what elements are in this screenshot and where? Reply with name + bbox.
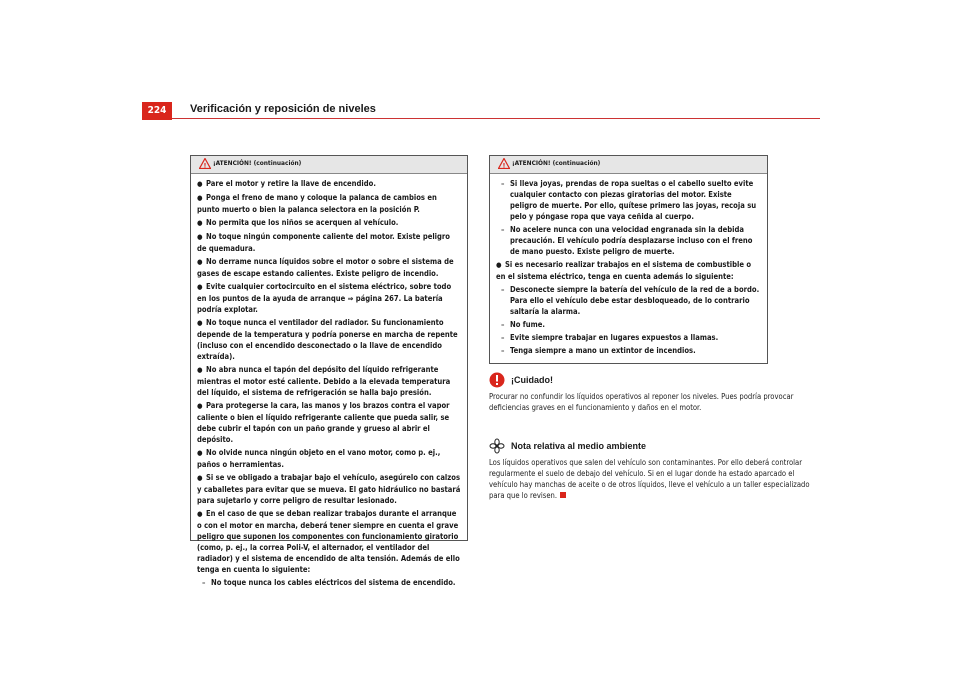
bullet-icon: ● xyxy=(197,449,203,457)
warning-box-right xyxy=(489,155,768,364)
list-item-text: No derrame nunca líquidos sobre el motor o sobre el sistema de gases de escape estando calientes. Existe peligro de incendio. xyxy=(197,257,454,278)
bullet-icon: ● xyxy=(197,219,203,227)
environment-section xyxy=(489,438,819,501)
list-item-text: Para protegerse la cara, las manos y los brazos contra el vapor caliente o bien el líquido refrigerante caliente que pueda salir, se debe cubrir el tapón con un paño grande y grueso al abrir el depósito. xyxy=(197,401,450,444)
dash-icon: – xyxy=(202,578,206,587)
bullet-icon: ● xyxy=(197,258,203,266)
list-item-text: Evite cualquier cortocircuito en el sistema eléctrico, sobre todo en los puntos de la ayuda de arranque ⇒ página 267. La batería podría explotar. xyxy=(197,282,452,314)
list-item-text: Si es necesario realizar trabajos en el sistema de combustible o en el sistema eléctrico, tenga en cuenta además lo siguiente: xyxy=(496,260,752,281)
bullet-icon: ● xyxy=(197,180,203,188)
list-item xyxy=(197,231,461,254)
list-item xyxy=(197,317,461,362)
sub-list-item-text: Si lleva joyas, prendas de ropa sueltas o el cabello suelto evite cualquier contacto con piezas giratorias del motor. Existe peligro de muerte. Por ello, quítese primero las joyas, recoja su pelo y póngase ropa que vaya ceñida al cuerpo. xyxy=(510,179,757,221)
warning-triangle-icon xyxy=(199,158,211,169)
dash-icon: – xyxy=(501,333,505,342)
warning-heading: ¡ATENCIÓN! (continuación) xyxy=(512,159,601,167)
list-item xyxy=(197,508,461,575)
bullet-icon: ● xyxy=(197,474,203,482)
list-item-text: No toque ningún componente caliente del motor. Existe peligro de quemadura. xyxy=(197,232,450,253)
bullet-icon: ● xyxy=(197,283,203,291)
end-marker-icon xyxy=(560,492,566,498)
dash-icon: – xyxy=(501,346,505,355)
environment-text: Los líquidos operativos que salen del vehículo son contaminantes. Por ello deberá controlar regularmente el suelo de debajo del vehículo. Si en el lugar donde ha estado aparcado el vehículo hay manchas de aceite o de otros líquidos, lleve el vehículo a un taller especializado para que lo revisen. xyxy=(489,458,810,500)
dash-icon: – xyxy=(501,225,505,234)
list-item xyxy=(197,178,461,190)
header-rule xyxy=(172,118,820,119)
sub-list-item xyxy=(197,577,461,588)
bullet-icon: ● xyxy=(197,402,203,410)
sub-list-item-text: No fume. xyxy=(510,320,545,329)
list-item xyxy=(197,217,461,229)
list-item-text: Si se ve obligado a trabajar bajo el vehículo, asegúrelo con calzos y caballetes para evitar que se mueva. El gato hidráulico no bastará para sujetarlo y corre peligro de resultar lesionado. xyxy=(197,473,461,505)
list-item-text: No toque nunca el ventilador del radiador. Su funcionamiento depende de la temperatura y podría ponerse en marcha de repente (incluso con el encendido desconectado o la llave de encendido extraída). xyxy=(197,318,458,361)
list-item-text: Pare el motor y retire la llave de encendido. xyxy=(206,179,376,188)
dash-icon: – xyxy=(501,320,505,329)
sub-list-item-text: Desconecte siempre la batería del vehículo de la red de a bordo. Para ello el vehículo debe estar desbloqueado, de lo contrario saltaría la alarma. xyxy=(510,285,760,316)
flower-icon xyxy=(489,438,505,454)
sub-list-item xyxy=(496,284,761,317)
warning-header xyxy=(191,156,467,174)
sub-list-item-text: No acelere nunca con una velocidad engranada sin la debida precaución. El vehículo podría desplazarse incluso con el freno de mano puesto. Existe peligro de muerte. xyxy=(510,225,753,256)
bullet-icon: ● xyxy=(197,366,203,374)
warning-box-left xyxy=(190,155,468,587)
warning-list xyxy=(191,174,467,588)
list-item xyxy=(197,472,461,506)
sub-list-item-text: Tenga siempre a mano un extintor de incendios. xyxy=(510,346,696,355)
svg-text:!: ! xyxy=(502,161,506,169)
list-item-text: No olvide nunca ningún objeto en el vano motor, como p. ej., paños o herramientas. xyxy=(197,448,441,469)
warning-header xyxy=(490,156,767,174)
bullet-icon: ● xyxy=(197,510,203,518)
caution-icon xyxy=(489,372,505,388)
list-item xyxy=(197,281,461,315)
environment-title: Nota relativa al medio ambiente xyxy=(511,441,647,451)
caution-text: Procurar no confundir los líquidos operativos al reponer los niveles. Pues podría provocar deficiencias graves en el funcionamiento y daños en el motor. xyxy=(489,392,794,412)
warning-triangle-icon xyxy=(498,158,510,169)
bullet-icon: ● xyxy=(197,233,203,241)
list-item xyxy=(197,447,461,470)
sub-list-item xyxy=(496,345,761,356)
caution-section xyxy=(489,372,819,413)
sub-list-item xyxy=(496,224,761,257)
list-item xyxy=(496,259,761,282)
sub-list-item xyxy=(496,178,761,222)
warning-list xyxy=(490,174,767,356)
bullet-icon: ● xyxy=(197,194,203,202)
sub-list-item xyxy=(496,319,761,330)
list-item xyxy=(197,256,461,279)
bullet-icon: ● xyxy=(496,261,502,269)
list-item xyxy=(197,400,461,445)
list-item xyxy=(197,364,461,398)
dash-icon: – xyxy=(501,179,505,188)
svg-text:!: ! xyxy=(203,161,207,169)
list-item-text: Ponga el freno de mano y coloque la palanca de cambios en punto muerto o bien la palanca selectora en la posición P. xyxy=(197,193,437,214)
caution-title: ¡Cuidado! xyxy=(511,375,553,385)
list-item-text: En el caso de que se deban realizar trabajos durante el arranque o con el motor en marcha, deberá tener siempre en cuenta el grave peligro que suponen los componentes con funcionamiento giratorio (como, p. ej., la correa Poli-V, el alternador, el ventilador del radiador) y el sistema de encendido de alta tensión. Además de ello tenga en cuenta lo siguiente: xyxy=(197,509,460,574)
list-item-text: No permita que los niños se acerquen al vehículo. xyxy=(206,218,399,227)
dash-icon: – xyxy=(501,285,505,294)
bullet-icon: ● xyxy=(197,319,203,327)
page-title: Verificación y reposición de niveles xyxy=(190,103,376,115)
warning-heading: ¡ATENCIÓN! (continuación) xyxy=(213,159,302,167)
sub-list-item-text: No toque nunca los cables eléctricos del sistema de encendido. xyxy=(211,578,456,587)
sub-list-item xyxy=(496,332,761,343)
list-item-text: No abra nunca el tapón del depósito del líquido refrigerante mientras el motor esté caliente. Debido a la elevada temperatura del líquido, el sistema de refrigeración se halla bajo presión. xyxy=(197,365,451,397)
list-item xyxy=(197,192,461,215)
page-number: 224 xyxy=(142,102,172,120)
sub-list-item-text: Evite siempre trabajar en lugares expuestos a llamas. xyxy=(510,333,719,342)
